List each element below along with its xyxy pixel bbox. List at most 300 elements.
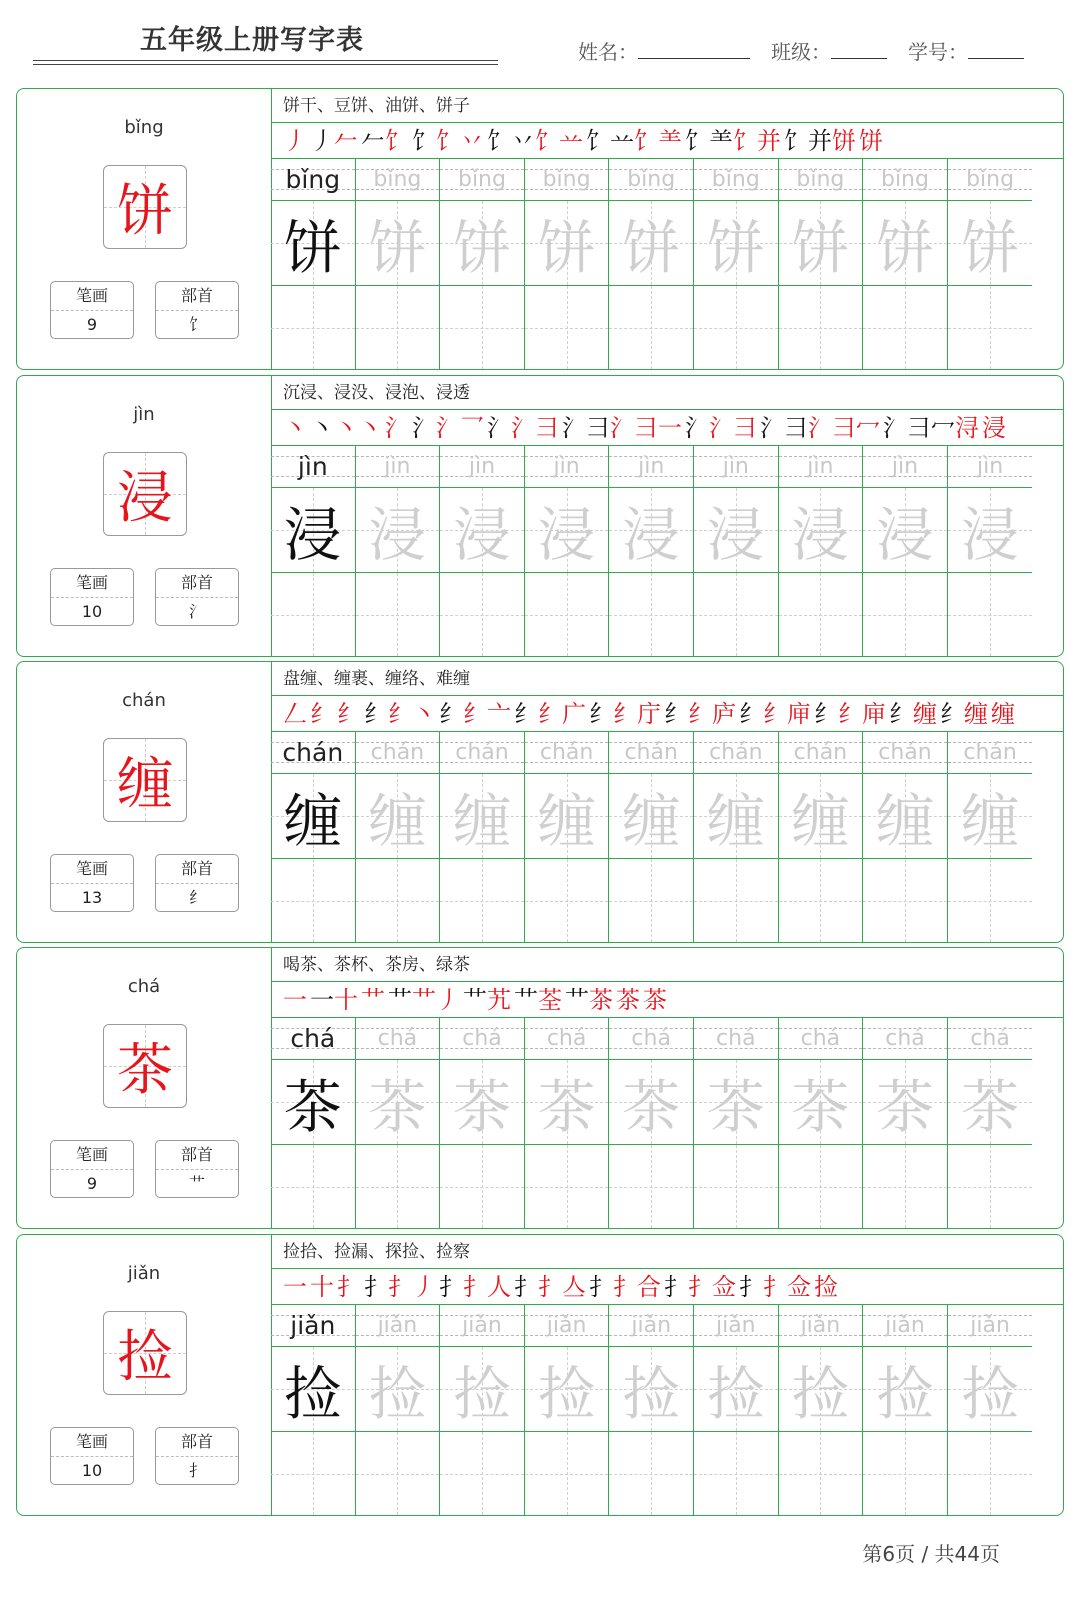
example-words: 饼干、豆饼、油饼、饼子 xyxy=(271,89,1063,123)
practice-column xyxy=(271,446,356,656)
stroke-step: 氵⺕冖浔 xyxy=(883,414,979,442)
stroke-step: 纟 xyxy=(337,700,361,728)
stroke-step: 纟纟庐 xyxy=(664,700,736,728)
pinyin-trace[interactable]: bǐng xyxy=(779,159,863,201)
stroke-order-row xyxy=(271,1269,1063,1305)
character-trace[interactable]: 缠 xyxy=(525,774,609,859)
radical-label: 部首 xyxy=(156,282,238,311)
practice-column xyxy=(525,446,610,656)
practice-column xyxy=(694,732,779,942)
radical-box xyxy=(155,854,239,912)
stroke-step: 氵 xyxy=(385,414,409,442)
stroke-step: 氵⺕氵⺕冖 xyxy=(760,414,880,442)
pinyin-trace[interactable]: jiǎn xyxy=(525,1305,609,1347)
practice-column xyxy=(779,446,864,656)
stroke-step: 茶 xyxy=(616,986,640,1014)
character-trace[interactable]: 饼 xyxy=(779,201,863,286)
character-display-box xyxy=(103,1311,187,1395)
character-trace[interactable]: 茶 xyxy=(525,1060,609,1145)
character-display: 饼 xyxy=(117,179,173,244)
character-trace[interactable]: 缠 xyxy=(356,774,440,859)
character-card xyxy=(16,88,1064,370)
pinyin-trace[interactable]: jìn xyxy=(948,446,1033,488)
pinyin-trace[interactable]: bǐng xyxy=(863,159,947,201)
character-display: 缠 xyxy=(117,752,173,817)
character-trace[interactable]: 浸 xyxy=(609,488,693,573)
title-underline-2 xyxy=(33,64,498,65)
stroke-order-row xyxy=(271,410,1063,446)
pinyin-trace[interactable]: jiǎn xyxy=(356,1305,440,1347)
practice-column xyxy=(948,1018,1033,1228)
practice-column xyxy=(440,1018,525,1228)
radical-value: 饣 xyxy=(188,315,205,334)
character-model[interactable]: 缠 xyxy=(271,774,355,859)
practice-column xyxy=(525,732,610,942)
character-trace[interactable]: 茶 xyxy=(356,1060,440,1145)
practice-column xyxy=(271,1018,356,1228)
writing-cell[interactable] xyxy=(440,1432,524,1515)
pinyin-trace[interactable]: jìn xyxy=(779,446,863,488)
writing-cell[interactable] xyxy=(948,286,1033,369)
character-info-panel xyxy=(17,89,272,369)
practice-column xyxy=(609,1305,694,1515)
writing-cell[interactable] xyxy=(948,859,1033,942)
practice-column xyxy=(863,1018,948,1228)
stroke-step: 扌扌亼 xyxy=(514,1273,586,1301)
practice-column xyxy=(948,159,1033,369)
stroke-step: 艹茶 xyxy=(565,986,613,1014)
character-trace[interactable]: 浸 xyxy=(440,488,524,573)
character-info-panel xyxy=(17,662,272,942)
pinyin-trace[interactable]: bǐng xyxy=(440,159,524,201)
character-pinyin: jiǎn xyxy=(127,1263,161,1284)
character-trace[interactable]: 茶 xyxy=(609,1060,693,1145)
pinyin-model[interactable]: jìn xyxy=(271,446,355,488)
writing-cell[interactable] xyxy=(948,1145,1033,1228)
name-blank[interactable] xyxy=(638,40,750,59)
stroke-step: 纟纟广 xyxy=(514,700,586,728)
character-display: 浸 xyxy=(117,466,173,531)
stroke-step: 丶丶丶 xyxy=(310,414,382,442)
writing-cell[interactable] xyxy=(609,573,693,656)
example-words: 盘缠、缠裹、缠络、难缠 xyxy=(271,662,1063,696)
writing-cell[interactable] xyxy=(271,1432,355,1515)
stroke-step: 饣饣丷 xyxy=(412,127,484,155)
writing-cell[interactable] xyxy=(440,573,524,656)
stroke-step: 艹 xyxy=(361,986,385,1014)
writing-cell[interactable] xyxy=(779,573,863,656)
writing-cell[interactable] xyxy=(694,286,778,369)
writing-cell[interactable] xyxy=(948,573,1033,656)
practice-column xyxy=(779,159,864,369)
radical-label: 部首 xyxy=(156,1428,238,1457)
practice-column xyxy=(271,732,356,942)
stroke-step: 饣⺷饣并 xyxy=(685,127,781,155)
character-model[interactable]: 茶 xyxy=(271,1060,355,1145)
practice-column xyxy=(863,446,948,656)
character-info-panel xyxy=(17,948,272,1228)
stroke-count-label: 笔画 xyxy=(51,282,133,311)
character-pinyin: jìn xyxy=(133,404,155,425)
pinyin-trace[interactable]: chán xyxy=(948,732,1033,774)
pinyin-trace[interactable]: bǐng xyxy=(609,159,693,201)
character-trace[interactable]: 缠 xyxy=(863,774,947,859)
writing-cell[interactable] xyxy=(948,1432,1033,1515)
pinyin-trace[interactable]: jiǎn xyxy=(863,1305,947,1347)
writing-cell[interactable] xyxy=(779,286,863,369)
writing-cell[interactable] xyxy=(525,859,609,942)
pinyin-trace[interactable]: chá xyxy=(440,1018,524,1060)
stroke-step: 扌扌人 xyxy=(439,1273,511,1301)
writing-cell[interactable] xyxy=(271,573,355,656)
practice-grid xyxy=(271,159,1063,369)
pinyin-trace[interactable]: bǐng xyxy=(948,159,1033,201)
character-trace[interactable]: 缠 xyxy=(440,774,524,859)
stroke-count-value: 10 xyxy=(81,1461,103,1480)
stroke-step: 艹艹丿 xyxy=(388,986,460,1014)
stroke-step: 丿𠂉 xyxy=(310,127,358,155)
practice-column xyxy=(948,732,1033,942)
class-field[interactable] xyxy=(771,36,887,65)
character-trace[interactable]: 浸 xyxy=(948,488,1033,573)
writing-cell[interactable] xyxy=(863,1145,947,1228)
stroke-step: 缠 xyxy=(991,700,1015,728)
student-id-label: 学号： xyxy=(908,40,968,64)
practice-column xyxy=(779,732,864,942)
character-trace[interactable]: 缠 xyxy=(779,774,863,859)
stroke-count-value: 9 xyxy=(86,1174,98,1193)
practice-column xyxy=(356,1018,441,1228)
pinyin-trace[interactable]: jìn xyxy=(356,446,440,488)
pinyin-trace[interactable]: jìn xyxy=(440,446,524,488)
character-card xyxy=(16,1234,1064,1516)
stroke-count-label: 笔画 xyxy=(51,1428,133,1457)
pinyin-trace[interactable]: chá xyxy=(694,1018,778,1060)
student-id-blank[interactable] xyxy=(968,40,1024,59)
pinyin-trace[interactable]: chá xyxy=(948,1018,1033,1060)
writing-cell[interactable] xyxy=(779,859,863,942)
practice-grid xyxy=(271,732,1063,942)
radical-value: 纟 xyxy=(188,888,205,907)
stroke-step: 纟纟丶 xyxy=(364,700,436,728)
pinyin-model[interactable]: chán xyxy=(271,732,355,774)
writing-cell[interactable] xyxy=(863,1432,947,1515)
character-display: 捡 xyxy=(117,1325,173,1390)
stroke-step: 氵氵乛 xyxy=(412,414,484,442)
practice-column xyxy=(694,159,779,369)
stroke-step: 饼 xyxy=(859,127,883,155)
pinyin-trace[interactable]: chá xyxy=(779,1018,863,1060)
character-pinyin: chá xyxy=(127,976,161,997)
practice-column xyxy=(948,1305,1033,1515)
radical-value: 氵 xyxy=(188,602,205,621)
writing-cell[interactable] xyxy=(356,286,440,369)
character-display-box xyxy=(103,1024,187,1108)
stroke-step: 一十 xyxy=(310,986,358,1014)
character-trace[interactable]: 缠 xyxy=(694,774,778,859)
radical-box xyxy=(155,281,239,339)
stroke-count-label: 笔画 xyxy=(51,569,133,598)
character-trace[interactable]: 茶 xyxy=(440,1060,524,1145)
character-trace[interactable]: 茶 xyxy=(863,1060,947,1145)
stroke-step: 十 xyxy=(310,1273,334,1301)
writing-cell[interactable] xyxy=(525,286,609,369)
writing-cell[interactable] xyxy=(440,1145,524,1228)
stroke-step: 饣并饼 xyxy=(784,127,856,155)
stroke-step: 纟 xyxy=(310,700,334,728)
character-pinyin: chán xyxy=(122,690,166,711)
stroke-order-row xyxy=(271,982,1063,1018)
class-label: 班级： xyxy=(771,40,831,64)
writing-cell[interactable] xyxy=(609,286,693,369)
character-model[interactable]: 饼 xyxy=(271,201,355,286)
pinyin-trace[interactable]: chá xyxy=(863,1018,947,1060)
practice-column xyxy=(525,1305,610,1515)
writing-cell[interactable] xyxy=(356,859,440,942)
character-trace[interactable]: 浸 xyxy=(356,488,440,573)
character-trace[interactable]: 捡 xyxy=(356,1347,440,1432)
pinyin-trace[interactable]: chán xyxy=(525,732,609,774)
pinyin-trace[interactable]: jìn xyxy=(609,446,693,488)
title-underline xyxy=(33,60,498,61)
character-trace[interactable]: 浸 xyxy=(525,488,609,573)
stroke-step: 𠂉饣 xyxy=(361,127,409,155)
character-trace[interactable]: 饼 xyxy=(694,201,778,286)
stroke-count-label: 笔画 xyxy=(51,1141,133,1170)
pinyin-trace[interactable]: jiǎn xyxy=(948,1305,1033,1347)
pinyin-trace[interactable]: jiǎn xyxy=(779,1305,863,1347)
writing-cell[interactable] xyxy=(525,573,609,656)
pinyin-trace[interactable]: jiǎn xyxy=(694,1305,778,1347)
pinyin-trace[interactable]: chán xyxy=(356,732,440,774)
stroke-step: 饣䒑饣⺷ xyxy=(586,127,682,155)
character-trace[interactable]: 饼 xyxy=(948,201,1033,286)
pinyin-trace[interactable]: chán xyxy=(440,732,524,774)
practice-column xyxy=(271,1305,356,1515)
stroke-count-value: 10 xyxy=(81,602,103,621)
writing-cell[interactable] xyxy=(609,1432,693,1515)
practice-column xyxy=(609,1018,694,1228)
radical-box xyxy=(155,568,239,626)
stroke-step: 氵氵彐 xyxy=(487,414,559,442)
practice-grid xyxy=(271,446,1063,656)
practice-column xyxy=(863,732,948,942)
character-trace[interactable]: 饼 xyxy=(440,201,524,286)
practice-column xyxy=(356,732,441,942)
stroke-count-value: 13 xyxy=(81,888,103,907)
practice-column xyxy=(356,159,441,369)
radical-value: 艹 xyxy=(188,1174,205,1193)
character-display: 茶 xyxy=(117,1038,173,1103)
radical-value: 扌 xyxy=(188,1461,205,1480)
character-trace[interactable]: 捡 xyxy=(863,1347,947,1432)
stroke-step: 纟纟庘 xyxy=(739,700,811,728)
practice-column xyxy=(779,1305,864,1515)
writing-cell[interactable] xyxy=(271,859,355,942)
practice-column xyxy=(525,1018,610,1228)
character-card xyxy=(16,375,1064,657)
character-trace[interactable]: 浸 xyxy=(863,488,947,573)
stroke-count-value: 9 xyxy=(86,315,98,334)
stroke-step: 扌扌佥 xyxy=(664,1273,736,1301)
practice-column xyxy=(948,446,1033,656)
writing-cell[interactable] xyxy=(694,1432,778,1515)
example-words: 捡拾、捡漏、探捡、捡察 xyxy=(271,1235,1063,1269)
stroke-count-box xyxy=(50,854,134,912)
practice-column xyxy=(440,1305,525,1515)
character-trace[interactable]: 茶 xyxy=(694,1060,778,1145)
example-words: 沉浸、浸没、浸泡、浸透 xyxy=(271,376,1063,410)
practice-grid xyxy=(271,1305,1063,1515)
writing-cell[interactable] xyxy=(863,286,947,369)
example-words: 喝茶、茶杯、茶房、绿茶 xyxy=(271,948,1063,982)
practice-column xyxy=(356,446,441,656)
stroke-step: 扌扌佥 xyxy=(739,1273,811,1301)
writing-cell[interactable] xyxy=(779,1145,863,1228)
radical-label: 部首 xyxy=(156,569,238,598)
practice-column xyxy=(271,159,356,369)
pinyin-trace[interactable]: jiǎn xyxy=(440,1305,524,1347)
character-trace[interactable]: 捡 xyxy=(779,1347,863,1432)
character-display-box xyxy=(103,738,187,822)
practice-column xyxy=(440,732,525,942)
stroke-order-row xyxy=(271,123,1063,159)
character-model[interactable]: 浸 xyxy=(271,488,355,573)
class-blank[interactable] xyxy=(831,40,887,59)
character-trace[interactable]: 茶 xyxy=(779,1060,863,1145)
pinyin-trace[interactable]: bǐng xyxy=(356,159,440,201)
writing-cell[interactable] xyxy=(694,573,778,656)
practice-column xyxy=(609,446,694,656)
character-trace[interactable]: 捡 xyxy=(609,1347,693,1432)
pinyin-trace[interactable]: chá xyxy=(525,1018,609,1060)
pinyin-trace[interactable]: bǐng xyxy=(694,159,778,201)
pinyin-model[interactable]: jiǎn xyxy=(271,1305,355,1347)
character-trace[interactable]: 捡 xyxy=(948,1347,1033,1432)
character-card xyxy=(16,661,1064,943)
stroke-step: 捡 xyxy=(814,1273,838,1301)
stroke-step: 纟纟庁 xyxy=(589,700,661,728)
writing-cell[interactable] xyxy=(863,859,947,942)
character-trace[interactable]: 饼 xyxy=(609,201,693,286)
character-model[interactable]: 捡 xyxy=(271,1347,355,1432)
writing-cell[interactable] xyxy=(356,1145,440,1228)
practice-column xyxy=(694,446,779,656)
pinyin-trace[interactable]: jìn xyxy=(694,446,778,488)
stroke-order-row xyxy=(271,696,1063,732)
stroke-step: 丿 xyxy=(283,127,307,155)
pinyin-trace[interactable]: chán xyxy=(694,732,778,774)
writing-cell[interactable] xyxy=(356,573,440,656)
character-trace[interactable]: 饼 xyxy=(356,201,440,286)
practice-column xyxy=(440,159,525,369)
radical-box xyxy=(155,1427,239,1485)
character-trace[interactable]: 饼 xyxy=(525,201,609,286)
pinyin-trace[interactable]: chá xyxy=(356,1018,440,1060)
character-trace[interactable]: 浸 xyxy=(779,488,863,573)
stroke-count-box xyxy=(50,1427,134,1485)
writing-cell[interactable] xyxy=(609,859,693,942)
practice-column xyxy=(440,446,525,656)
pinyin-trace[interactable]: chán xyxy=(779,732,863,774)
writing-cell[interactable] xyxy=(440,859,524,942)
stroke-step: 艹荃 xyxy=(514,986,562,1014)
pinyin-trace[interactable]: chán xyxy=(863,732,947,774)
name-label: 姓名： xyxy=(578,40,638,64)
page-number: 第6页 / 共44页 xyxy=(862,1542,1000,1566)
writing-cell[interactable] xyxy=(863,573,947,656)
stroke-step: 氵氵⺕ xyxy=(685,414,757,442)
character-info-panel xyxy=(17,1235,272,1515)
writing-cell[interactable] xyxy=(525,1145,609,1228)
name-field[interactable] xyxy=(578,36,750,65)
stroke-step: 氵彐氵彐一 xyxy=(562,414,682,442)
stroke-step: 扌扌丿 xyxy=(364,1273,436,1301)
stroke-step: 饣丷饣䒑 xyxy=(487,127,583,155)
stroke-step: 扌扌合 xyxy=(589,1273,661,1301)
radical-box xyxy=(155,1140,239,1198)
practice-column xyxy=(609,732,694,942)
character-display-box xyxy=(103,165,187,249)
character-trace[interactable]: 饼 xyxy=(863,201,947,286)
character-display-box xyxy=(103,452,187,536)
pinyin-trace[interactable]: chá xyxy=(609,1018,693,1060)
writing-cell[interactable] xyxy=(779,1432,863,1515)
practice-column xyxy=(609,159,694,369)
writing-cell[interactable] xyxy=(609,1145,693,1228)
stroke-step: 纟纟庘 xyxy=(814,700,886,728)
writing-cell[interactable] xyxy=(271,1145,355,1228)
writing-cell[interactable] xyxy=(356,1432,440,1515)
pinyin-trace[interactable]: jìn xyxy=(525,446,609,488)
stroke-step: 一 xyxy=(283,986,307,1014)
character-trace[interactable]: 茶 xyxy=(948,1060,1033,1145)
character-trace[interactable]: 浸 xyxy=(694,488,778,573)
writing-cell[interactable] xyxy=(440,286,524,369)
character-trace[interactable]: 捡 xyxy=(525,1347,609,1432)
character-info-panel xyxy=(17,376,272,656)
practice-column xyxy=(779,1018,864,1228)
character-trace[interactable]: 捡 xyxy=(694,1347,778,1432)
pinyin-trace[interactable]: jiǎn xyxy=(609,1305,693,1347)
practice-column xyxy=(694,1018,779,1228)
character-trace[interactable]: 缠 xyxy=(948,774,1033,859)
stroke-step: 丶 xyxy=(283,414,307,442)
practice-column xyxy=(525,159,610,369)
practice-column xyxy=(863,1305,948,1515)
stroke-step: 一 xyxy=(283,1273,307,1301)
writing-cell[interactable] xyxy=(694,859,778,942)
stroke-step: 艹艽 xyxy=(463,986,511,1014)
pinyin-trace[interactable]: bǐng xyxy=(525,159,609,201)
writing-cell[interactable] xyxy=(525,1432,609,1515)
pinyin-trace[interactable]: chán xyxy=(609,732,693,774)
pinyin-trace[interactable]: jìn xyxy=(863,446,947,488)
pinyin-model[interactable]: chá xyxy=(271,1018,355,1060)
student-id-field[interactable] xyxy=(908,36,1024,65)
radical-label: 部首 xyxy=(156,1141,238,1170)
writing-cell[interactable] xyxy=(694,1145,778,1228)
character-trace[interactable]: 捡 xyxy=(440,1347,524,1432)
stroke-step: 浸 xyxy=(982,414,1006,442)
pinyin-model[interactable]: bǐng xyxy=(271,159,355,201)
stroke-step: 扌 xyxy=(337,1273,361,1301)
character-trace[interactable]: 缠 xyxy=(609,774,693,859)
stroke-count-box xyxy=(50,281,134,339)
character-pinyin: bǐng xyxy=(124,117,164,138)
practice-grid xyxy=(271,1018,1063,1228)
writing-cell[interactable] xyxy=(271,286,355,369)
